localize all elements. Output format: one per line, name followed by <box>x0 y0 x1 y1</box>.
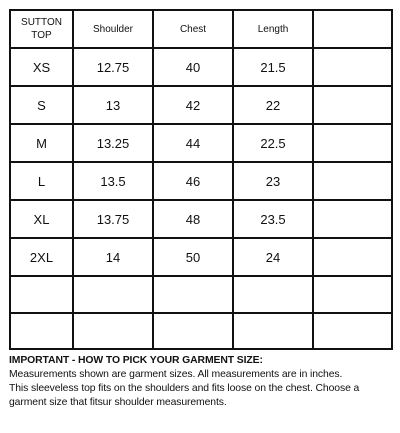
table-row <box>10 276 392 313</box>
table-header-row <box>10 10 392 48</box>
table-row <box>10 48 392 86</box>
notes-line: garment size that fitsur shoulder measurements. <box>9 397 227 408</box>
chest-cell <box>153 313 233 349</box>
table-row <box>10 86 392 124</box>
empty-cell <box>313 276 392 313</box>
table-row <box>10 200 392 238</box>
notes-line: Measurements shown are garment sizes. All measurements are in inches. <box>9 369 343 380</box>
header-shoulder: Shoulder <box>73 10 153 48</box>
size-cell: S <box>10 86 73 124</box>
chest-cell <box>153 276 233 313</box>
length-cell: 21.5 <box>233 48 313 86</box>
shoulder-cell <box>73 276 153 313</box>
empty-cell <box>313 86 392 124</box>
chest-cell: 44 <box>153 124 233 162</box>
empty-cell <box>313 48 392 86</box>
size-cell <box>10 313 73 349</box>
length-cell <box>233 276 313 313</box>
size-cell: M <box>10 124 73 162</box>
size-cell: XS <box>10 48 73 86</box>
size-cell: 2XL <box>10 238 73 276</box>
chest-cell: 42 <box>153 86 233 124</box>
length-cell: 23 <box>233 162 313 200</box>
empty-cell <box>313 200 392 238</box>
empty-cell <box>313 313 392 349</box>
header-product-name: SUTTON TOP <box>10 10 73 48</box>
length-cell: 22 <box>233 86 313 124</box>
notes-heading: IMPORTANT - HOW TO PICK YOUR GARMENT SIZE: <box>9 355 263 366</box>
header-empty <box>313 10 392 48</box>
size-cell <box>10 276 73 313</box>
chest-cell: 40 <box>153 48 233 86</box>
table-row <box>10 162 392 200</box>
empty-cell <box>313 238 392 276</box>
header-length: Length <box>233 10 313 48</box>
table-row <box>10 313 392 349</box>
shoulder-cell: 13.25 <box>73 124 153 162</box>
shoulder-cell: 13.75 <box>73 200 153 238</box>
shoulder-cell <box>73 313 153 349</box>
empty-cell <box>313 124 392 162</box>
shoulder-cell: 12.75 <box>73 48 153 86</box>
length-cell: 24 <box>233 238 313 276</box>
size-cell: XL <box>10 200 73 238</box>
chest-cell: 48 <box>153 200 233 238</box>
shoulder-cell: 13 <box>73 86 153 124</box>
notes-line: This sleeveless top fits on the shoulders and fits loose on the chest. Choose a <box>9 383 360 394</box>
size-guide-notes <box>9 354 394 410</box>
shoulder-cell: 13.5 <box>73 162 153 200</box>
table-row <box>10 124 392 162</box>
table-row <box>10 238 392 276</box>
chest-cell: 50 <box>153 238 233 276</box>
size-chart-table <box>9 9 393 350</box>
length-cell: 22.5 <box>233 124 313 162</box>
shoulder-cell: 14 <box>73 238 153 276</box>
size-cell: L <box>10 162 73 200</box>
length-cell: 23.5 <box>233 200 313 238</box>
length-cell <box>233 313 313 349</box>
header-chest: Chest <box>153 10 233 48</box>
empty-cell <box>313 162 392 200</box>
chest-cell: 46 <box>153 162 233 200</box>
